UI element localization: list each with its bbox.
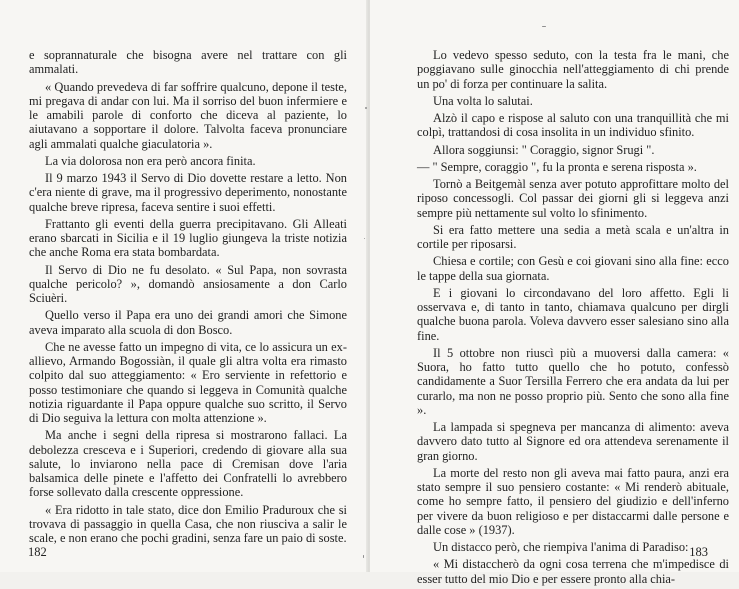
paragraph: Il 9 marzo 1943 il Servo di Dio dovette restare a letto. Non c'era niente di grave, ma il progressivo deperimento, nonostante qualche breve ripresa, faceva sentire i suoi effetti. bbox=[29, 171, 347, 214]
scan-speck bbox=[364, 238, 365, 239]
scan-speck bbox=[542, 26, 546, 27]
paragraph: Il 5 ottobre non riuscì più a muoversi dalla camera: « Suora, ho fatto tutto quello che ho potuto, confessò candidamente a Suor Tersilla Ferrero che era andata da lui per curarlo, ma non ne posso proprio più. Sento che sono alla fine ». bbox=[417, 345, 729, 417]
paragraph: La via dolorosa non era però ancora finita. bbox=[45, 153, 256, 168]
right-page bbox=[370, 0, 739, 586]
paragraph: Lo vedevo spesso seduto, con la testa fra le mani, che poggiavano sulle ginocchia nell'atteggiamento di chi prende un po' di forza per continuare la salita. bbox=[417, 48, 729, 91]
left-page bbox=[0, 0, 368, 572]
paragraph: Si era fatto mettere una sedia a metà scala e un'altra in cortile per riposarsi. bbox=[417, 222, 729, 251]
paragraph: Tornò a Beitgemàl senza aver potuto approfittare molto del riposo concessogli. Col passar dei giorni gli si leggeva anzi sempre più nettamente sul volto lo sfinimento. bbox=[417, 177, 729, 220]
right-page-text bbox=[417, 48, 729, 589]
paragraph: Chiesa e cortile; con Gesù e coi giovani sino alla fine: ecco le tappe della sua giornata. bbox=[417, 254, 729, 283]
paragraph: « Quando prevedeva di far soffrire qualcuno, depone il teste, mi pregava di andar con lui. Ma il sorriso del buon infermiere e le amabili parole di conforto che diceva al paziente, lo aiutavano a sopportare il dolore. Talvolta faceva pronunciare agli ammalati qualche giaculatoria ». bbox=[29, 79, 347, 151]
paragraph: Allora soggiunsi: " Coraggio, signor Srugi ". bbox=[433, 142, 655, 157]
paragraph: Ma anche i segni della ripresa si mostrarono fallaci. La debolezza cresceva e i Superiori, credendo di giovare alla sua salute, lo inviarono nella pace di Cremisan dove l'aria balsamica delle pinete e l'affetto dei Confratelli lo avrebbero forse sollevato dalla crescente oppressione. bbox=[29, 428, 347, 500]
paragraph: La morte del resto non gli aveva mai fatto paura, anzi era stato sempre il suo pensiero costante: « Mi renderò abituale, come ho sempre fatto, il pensiero del giudizio e dell'inferno per vivere da buon religioso e per distaccarmi dalle persone e dalle cose » (1937). bbox=[417, 465, 729, 537]
paragraph: E i giovani lo circondavano del loro affetto. Egli li osservava e, di tanto in tanto, chiamava qualcuno per dirgli qualche buona parola. Voleva davvero esser salesiano sino alla fine. bbox=[417, 285, 729, 343]
paragraph: « Mi distaccherò da ogni cosa terrena che m'impedisce di esser tutto del mio Dio e per essere pronto alla chia- bbox=[417, 557, 729, 586]
paragraph: Alzò il capo e rispose al saluto con una tranquillità che mi colpì, trattandosi di cosa insolita in un individuo sfinito. bbox=[417, 111, 729, 140]
left-page-text bbox=[29, 48, 347, 548]
scan-speck bbox=[363, 555, 364, 558]
paragraph: — " Sempre, coraggio ", fu la pronta e serena risposta ». bbox=[417, 159, 697, 174]
paragraph: Frattanto gli eventi della guerra precipitavano. Gli Alleati erano sbarcati in Sicilia e il 19 luglio giungeva la triste notizia che anche Roma era stata bombardata. bbox=[29, 216, 347, 260]
paragraph: La lampada si spegneva per mancanza di alimento: aveva davvero dato tutto al Signore ed ora attendeva serenamente il gran giorno. bbox=[417, 420, 729, 463]
page-number-right: 183 bbox=[689, 545, 708, 559]
paragraph: e soprannaturale che bisogna avere nel trattare con gli ammalati. bbox=[29, 48, 347, 77]
page-number-left: 182 bbox=[28, 545, 47, 559]
paragraph: Un distacco però, che riempiva l'anima di Paradiso: bbox=[433, 540, 689, 554]
paragraph: Quello verso il Papa era uno dei grandi amori che Simone aveva imparato alla scuola di don Bosco. bbox=[29, 308, 347, 337]
paragraph: Che ne avesse fatto un impegno di vita, ce lo assicura un ex-allievo, Armando Bogossiàn, il quale gli altra volta era rimasto colpito dal suo atteggiamento: « Ero serviente in refettorio e posso testimoniare che quando si leggeva in Comunità qualche notizia riguardante il Papa oppure qualche suo scritto, il Servo di Dio seguiva la lettura con molta attenzione ». bbox=[29, 339, 347, 425]
paragraph: Una volta lo salutai. bbox=[433, 93, 533, 108]
paragraph: Il Servo di Dio ne fu desolato. « Sul Papa, non sovrasta qualche pericolo? », domandò ansiosamente a don Carlo Sciuèri. bbox=[29, 262, 347, 305]
scan-speck bbox=[365, 107, 367, 109]
paragraph: « Era ridotto in tale stato, dice don Emilio Pradurоux che si trovava di passaggio in quella Casa, che non riusciva a salir le scale, e non erano che pochi gradini, senza fare un paio di soste. bbox=[29, 502, 347, 545]
